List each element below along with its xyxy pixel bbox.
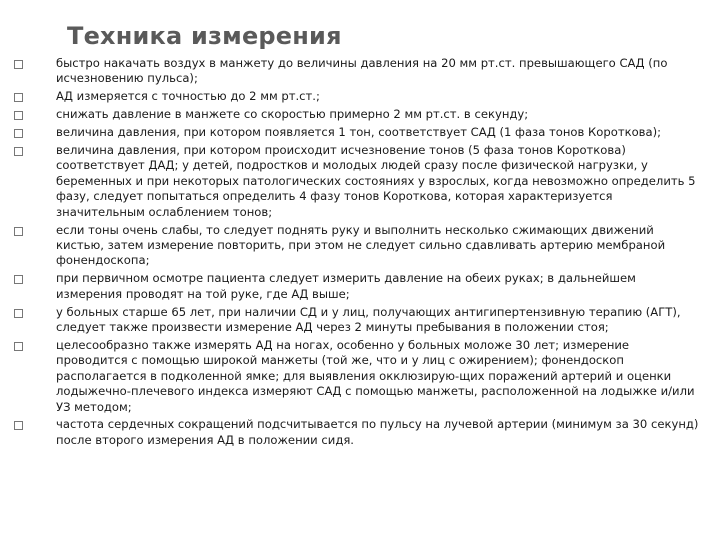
square-bullet-icon	[14, 275, 23, 284]
square-bullet-icon	[14, 227, 23, 236]
list-item-text: при первичном осмотре пациента следует измерить давление на обеих руках; в дальнейшем измерения проводят на той руке, где АД выше;	[56, 271, 636, 301]
square-bullet-icon	[14, 342, 23, 351]
list-item-text: если тоны очень слабы, то следует поднять руку и выполнить несколько сжимающих движений кистью, затем измерение повторить, при этом не следует сильно сдавливать артерию мембраной фонендоскопа;	[56, 222, 666, 268]
bullet-list	[14, 56, 704, 451]
list-item-text: АД измеряется с точностью до 2 мм рт.ст.;	[56, 89, 320, 104]
list-item	[14, 56, 704, 87]
list-item	[14, 417, 704, 448]
square-bullet-icon	[14, 111, 23, 120]
list-item	[14, 305, 704, 336]
list-item	[14, 143, 704, 220]
list-item	[14, 89, 704, 104]
square-bullet-icon	[14, 309, 23, 318]
square-bullet-icon	[14, 421, 23, 430]
list-item-text: целесообразно также измерять АД на ногах, особенно у больных моложе 30 лет; измерение проводится с помощью широкой манжеты (той же, что и у лиц с ожирением); фонендоскоп располагается в подколенной ямке; для выявления окклюзирую-щих поражений артерий и оценки лодыжечно-плечевого индекса измеряют САД с помощью манжеты, расположенной на лодыжке и/или УЗ методом;	[56, 337, 695, 414]
list-item-text: быстро накачать воздух в манжету до величины давления на 20 мм рт.ст. превышающего САД (по исчезновению пульса);	[56, 56, 668, 86]
square-bullet-icon	[14, 93, 23, 102]
slide-title: Техника измерения	[67, 22, 342, 50]
list-item-text: частота сердечных сокращений подсчитывается по пульсу на лучевой артерии (минимум за 30 секунд) после второго измерения АД в положении сидя.	[56, 417, 699, 447]
list-item-text: величина давления, при котором появляется 1 тон, соответствует САД (1 фаза тонов Короткова);	[56, 125, 662, 140]
list-item-text: у больных старше 65 лет, при наличии СД и у лиц, получающих антигипертензивную терапию (АГТ), следует также произвести измерение АД через 2 минуты пребывания в положении стоя;	[56, 304, 681, 334]
square-bullet-icon	[14, 129, 23, 138]
list-item	[14, 223, 704, 269]
square-bullet-icon	[14, 60, 23, 69]
square-bullet-icon	[14, 147, 23, 156]
list-item	[14, 107, 704, 122]
list-item-text: снижать давление в манжете со скоростью примерно 2 мм рт.ст. в секунду;	[56, 107, 529, 122]
list-item	[14, 125, 704, 140]
list-item	[14, 271, 704, 302]
list-item-text: величина давления, при котором происходит исчезновение тонов (5 фаза тонов Короткова) соответствует ДАД; у детей, подростков и молодых людей сразу после физической нагрузки, у беременных и при некоторых патологических состояниях у взрослых, когда невозможно определить 5 фазу, следует попытаться определить 4 фазу тонов Короткова, которая характеризуется значительным ослаблением тонов;	[56, 143, 696, 219]
list-item	[14, 338, 704, 415]
